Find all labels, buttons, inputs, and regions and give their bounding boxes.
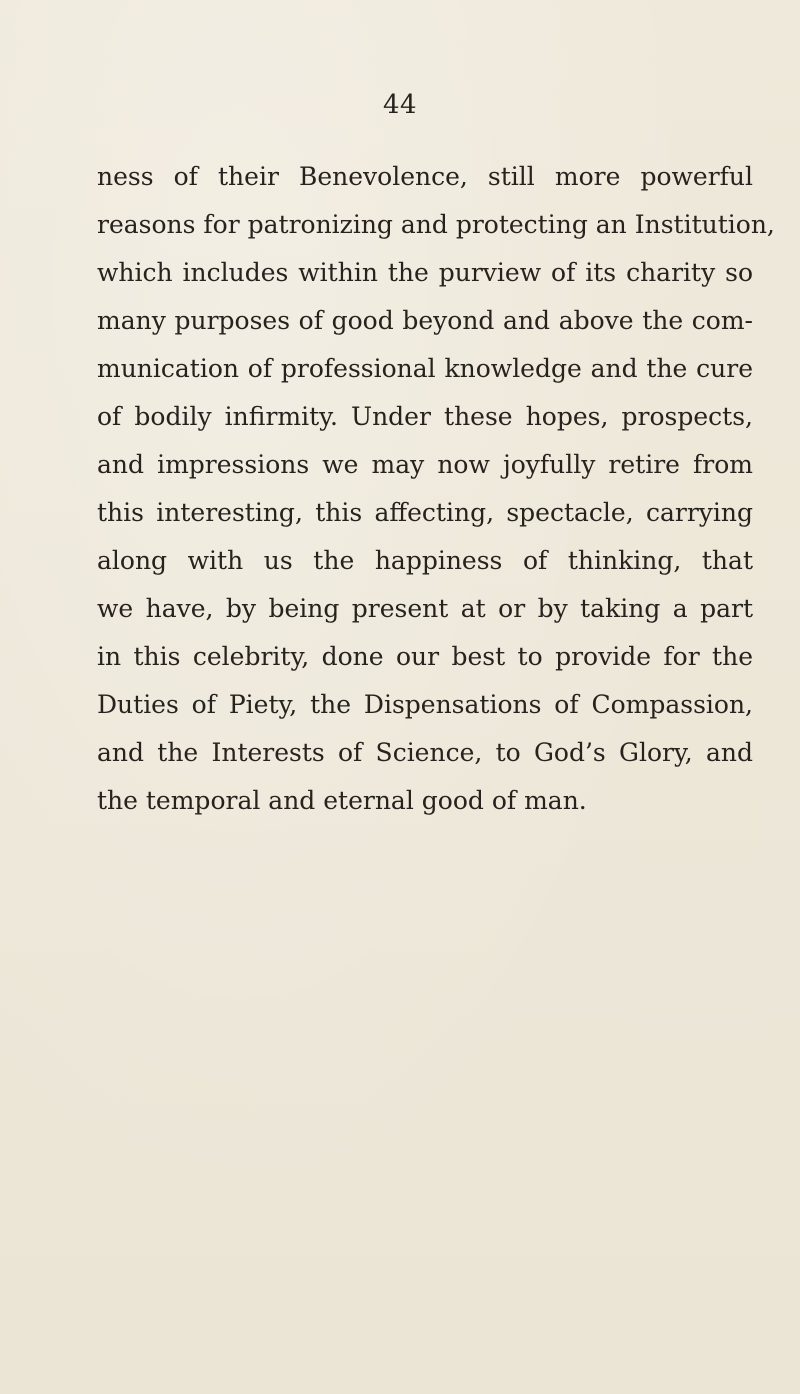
body-text	[97, 153, 775, 825]
text-line: many purposes of good beyond and above the com-	[97, 306, 753, 335]
text-line: munication of professional knowledge and the cure	[97, 354, 753, 383]
text-line: we have, by being present at or by taking a part	[97, 594, 753, 623]
text-line-last: the temporal and eternal good of man.	[97, 786, 587, 815]
text-line: and the Interests of Science, to God’s Glory, and	[97, 738, 753, 767]
text-line: and impressions we may now joyfully retire from	[97, 450, 753, 479]
page-number: 44	[382, 90, 418, 120]
text-line: of bodily infirmity. Under these hopes, prospects,	[97, 402, 753, 431]
text-line: reasons for patronizing and protecting an Institution,	[97, 210, 775, 239]
text-line: this interesting, this affecting, spectacle, carrying	[97, 498, 753, 527]
text-line: which includes within the purview of its charity so	[97, 258, 753, 287]
text-line: ness of their Benevolence, still more powerful	[97, 162, 753, 191]
text-line: along with us the happiness of thinking, that	[97, 546, 753, 575]
text-line: Duties of Piety, the Dispensations of Compassion,	[97, 690, 753, 719]
text-line: in this celebrity, done our best to provide for the	[97, 642, 753, 671]
